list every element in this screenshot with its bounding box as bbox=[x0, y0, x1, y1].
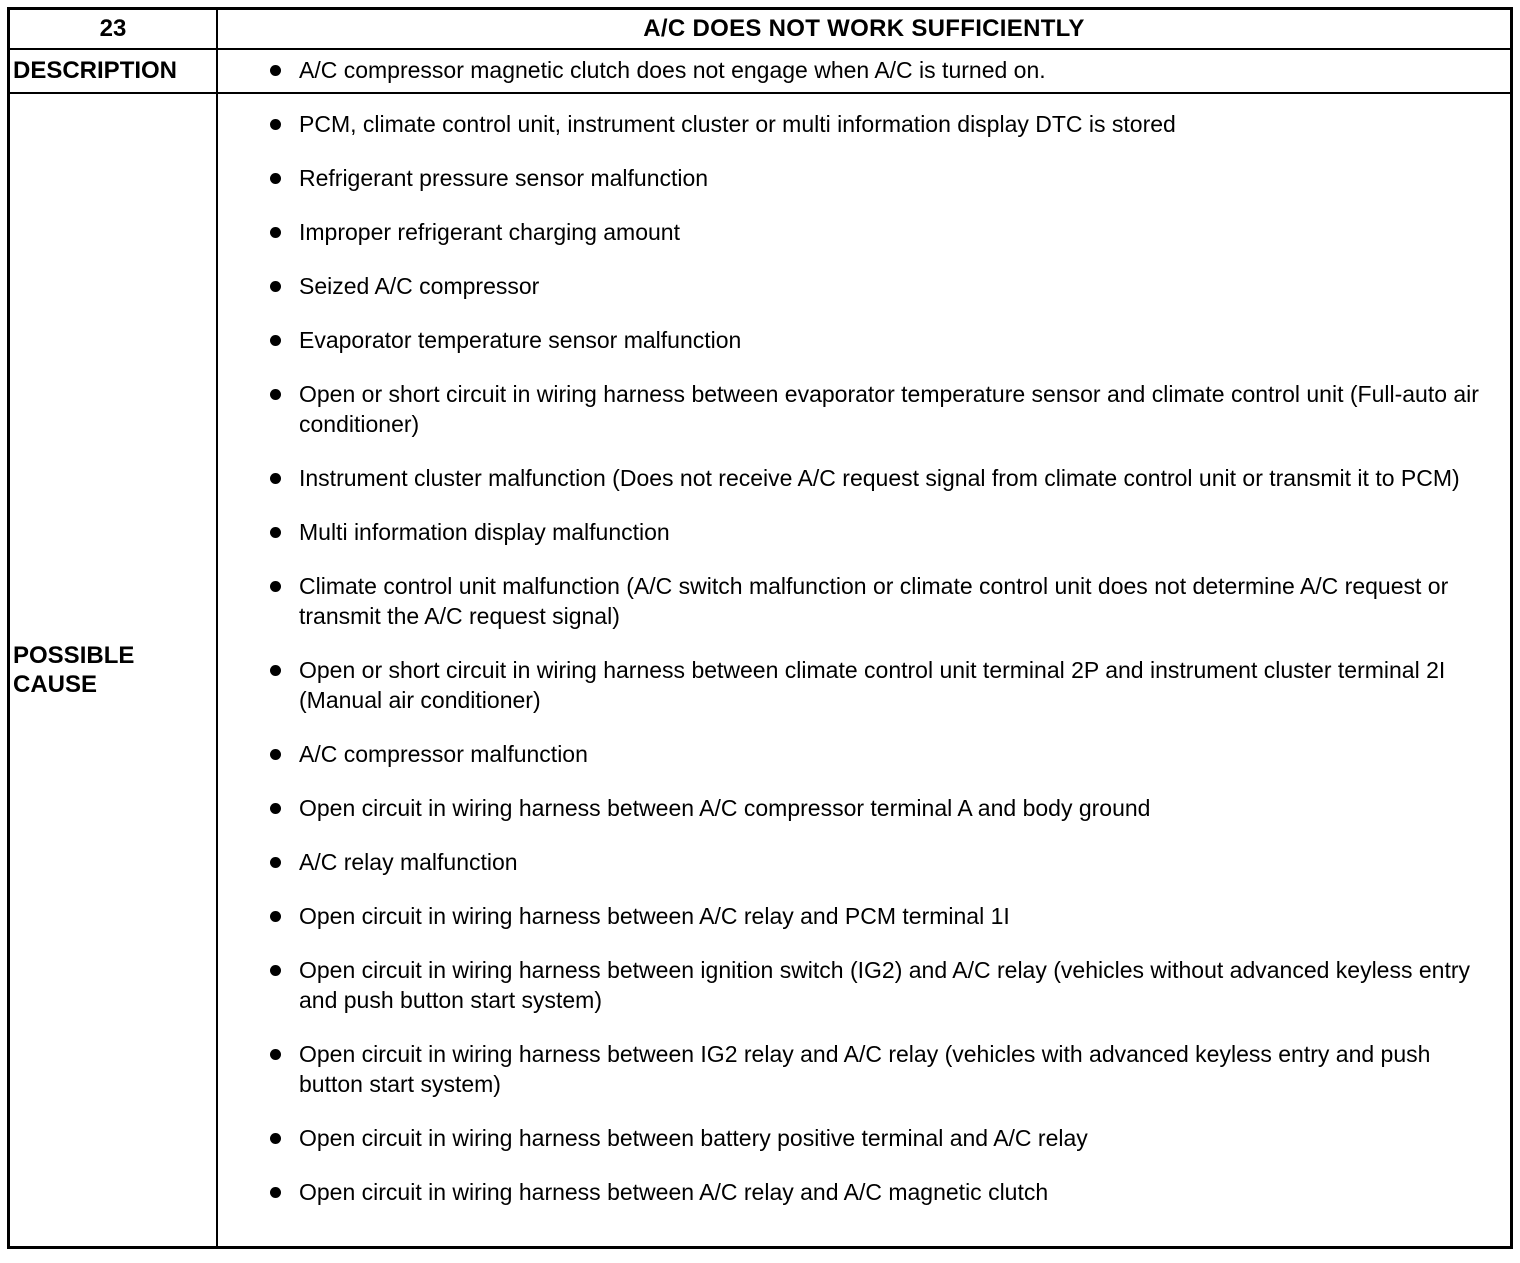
cause-item-text: Open circuit in wiring harness between IG2 relay and A/C relay (vehicles with advanced keyless entry and push button start system) bbox=[299, 1041, 1431, 1097]
bullet-icon bbox=[270, 173, 281, 184]
bullet-icon bbox=[270, 335, 281, 346]
cause-item bbox=[270, 793, 1484, 823]
bullet-icon bbox=[270, 581, 281, 592]
symptom-number: 23 bbox=[10, 10, 218, 50]
cause-item bbox=[270, 655, 1484, 715]
bullet-icon bbox=[270, 965, 281, 976]
bullet-icon bbox=[270, 1133, 281, 1144]
description-content bbox=[218, 50, 1510, 94]
cause-item-text: Open circuit in wiring harness between ignition switch (IG2) and A/C relay (vehicles without advanced keyless entry and push button start system) bbox=[299, 957, 1471, 1013]
cause-item bbox=[270, 325, 1484, 355]
cause-item-text: Improper refrigerant charging amount bbox=[299, 219, 680, 245]
cause-item bbox=[270, 517, 1484, 547]
bullet-icon bbox=[270, 665, 281, 676]
cause-item bbox=[270, 739, 1484, 769]
cause-item-text: Instrument cluster malfunction (Does not receive A/C request signal from climate control unit or transmit it to PCM) bbox=[299, 465, 1460, 491]
cause-item bbox=[270, 379, 1484, 439]
symptom-title: A/C DOES NOT WORK SUFFICIENTLY bbox=[218, 10, 1510, 50]
cause-item-text: Climate control unit malfunction (A/C switch malfunction or climate control unit does not determine A/C request or transmit the A/C request signal) bbox=[299, 573, 1449, 629]
cause-item bbox=[270, 163, 1484, 193]
bullet-icon bbox=[270, 119, 281, 130]
bullet-icon bbox=[270, 227, 281, 238]
bullet-icon bbox=[270, 281, 281, 292]
bullet-icon bbox=[270, 803, 281, 814]
bullet-icon bbox=[270, 1187, 281, 1198]
cause-item-text: Multi information display malfunction bbox=[299, 519, 670, 545]
bullet-icon bbox=[270, 749, 281, 760]
cause-item-text: Open circuit in wiring harness between A/C relay and A/C magnetic clutch bbox=[299, 1179, 1049, 1205]
cause-item bbox=[270, 1177, 1484, 1207]
possible-cause-label-text: POSSIBLE CAUSE bbox=[13, 642, 135, 698]
cause-item bbox=[270, 463, 1484, 493]
cause-item bbox=[270, 955, 1484, 1015]
possible-cause-label bbox=[10, 94, 218, 1246]
cause-item-text: Open circuit in wiring harness between A/C compressor terminal A and body ground bbox=[299, 795, 1151, 821]
description-item-text: A/C compressor magnetic clutch does not engage when A/C is turned on. bbox=[299, 57, 1046, 83]
cause-item bbox=[270, 847, 1484, 877]
cause-item-text: Refrigerant pressure sensor malfunction bbox=[299, 165, 709, 191]
cause-item-text: A/C compressor malfunction bbox=[299, 741, 588, 767]
description-label: DESCRIPTION bbox=[10, 50, 218, 94]
cause-item-text: Open circuit in wiring harness between battery positive terminal and A/C relay bbox=[299, 1125, 1088, 1151]
cause-item bbox=[270, 571, 1484, 631]
bullet-icon bbox=[270, 389, 281, 400]
cause-item bbox=[270, 271, 1484, 301]
bullet-icon bbox=[270, 1049, 281, 1060]
cause-item-text: PCM, climate control unit, instrument cluster or multi information display DTC is stored bbox=[299, 111, 1176, 137]
cause-item-text: Seized A/C compressor bbox=[299, 273, 540, 299]
cause-item-text: Open or short circuit in wiring harness between climate control unit terminal 2P and instrument cluster terminal 2I (Manual air conditioner) bbox=[299, 657, 1446, 713]
cause-item-text: A/C relay malfunction bbox=[299, 849, 518, 875]
bullet-icon bbox=[270, 857, 281, 868]
cause-item-text: Evaporator temperature sensor malfunction bbox=[299, 327, 742, 353]
cause-item bbox=[270, 1123, 1484, 1153]
troubleshooting-table bbox=[7, 7, 1513, 1249]
bullet-icon bbox=[270, 473, 281, 484]
cause-item bbox=[270, 901, 1484, 931]
cause-item bbox=[270, 1039, 1484, 1099]
possible-cause-content bbox=[218, 94, 1510, 1246]
cause-item bbox=[270, 109, 1484, 139]
bullet-icon bbox=[270, 527, 281, 538]
description-item bbox=[270, 55, 1484, 85]
bullet-icon bbox=[270, 65, 281, 76]
cause-item-text: Open or short circuit in wiring harness between evaporator temperature sensor and climate control unit (Full-auto air conditioner) bbox=[299, 381, 1479, 437]
cause-item-text: Open circuit in wiring harness between A/C relay and PCM terminal 1I bbox=[299, 903, 1010, 929]
cause-item bbox=[270, 217, 1484, 247]
bullet-icon bbox=[270, 911, 281, 922]
